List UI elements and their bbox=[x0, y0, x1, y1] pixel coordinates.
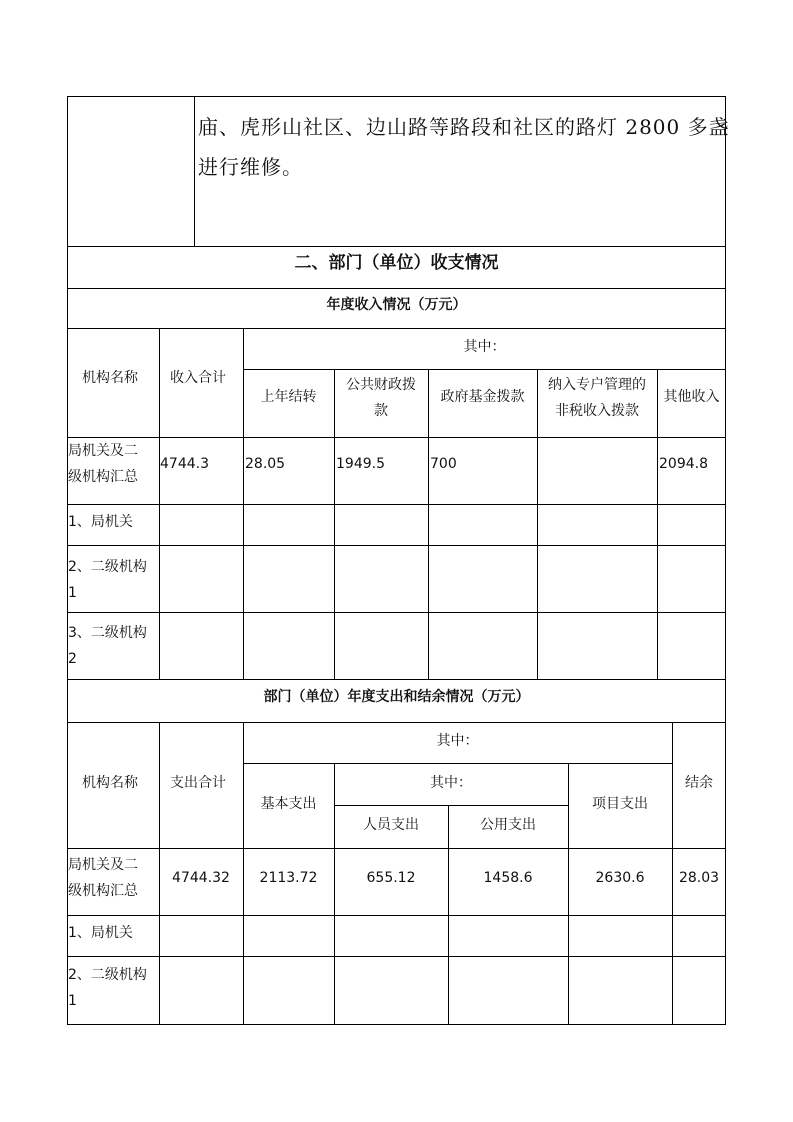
header-carryover: 上年结转 bbox=[260, 389, 317, 405]
income-table-title: 年度收入情况（万元） bbox=[326, 297, 467, 313]
description-line-1: 庙、虎形山社区、边山路等路段和社区的路灯 2800 多盏 bbox=[198, 115, 730, 139]
grid-line bbox=[334, 805, 568, 806]
expense-table-title: 部门（单位）年度支出和结余情况（万元） bbox=[263, 689, 530, 705]
row-name: 级机构汇总 bbox=[68, 469, 138, 485]
row-name: 1 bbox=[68, 585, 77, 601]
header-nontax: 纳入专户管理的 bbox=[548, 377, 646, 393]
header-balance: 结余 bbox=[685, 775, 713, 791]
cell-public-use: 1458.6 bbox=[483, 870, 533, 886]
header-among: 其中： bbox=[436, 733, 479, 749]
grid-line bbox=[194, 96, 195, 247]
row-name: 1、局机关 bbox=[68, 514, 133, 530]
grid-line bbox=[67, 288, 726, 289]
grid-line bbox=[67, 722, 726, 723]
grid-line bbox=[243, 763, 672, 764]
grid-line bbox=[67, 545, 726, 546]
header-public-finance: 公共财政拨 bbox=[346, 377, 416, 393]
cell-basic: 2113.72 bbox=[259, 870, 318, 886]
grid-line bbox=[67, 328, 726, 329]
cell-total: 4744.32 bbox=[172, 870, 230, 886]
grid-line bbox=[243, 369, 726, 370]
grid-line bbox=[243, 328, 244, 679]
grid-line bbox=[67, 504, 726, 505]
cell-carryover: 28.05 bbox=[245, 456, 286, 472]
grid-line bbox=[448, 805, 449, 1025]
grid-line bbox=[67, 246, 726, 247]
row-name: 2 bbox=[68, 651, 77, 667]
row-name: 3、二级机构 bbox=[68, 625, 147, 641]
cell-gov-fund: 700 bbox=[430, 456, 457, 472]
header-name: 机构名称 bbox=[82, 370, 138, 386]
cell-other: 2094.8 bbox=[659, 456, 708, 472]
cell-personnel: 655.12 bbox=[366, 870, 416, 886]
grid-line bbox=[428, 369, 429, 679]
header-basic: 基本支出 bbox=[260, 796, 317, 812]
header-personnel: 人员支出 bbox=[363, 817, 419, 833]
cell-public-finance: 1949.5 bbox=[336, 456, 385, 472]
cell-project: 2630.6 bbox=[595, 870, 645, 886]
header-other: 其他收入 bbox=[663, 389, 720, 405]
header-total: 支出合计 bbox=[170, 775, 226, 791]
grid-line bbox=[67, 915, 726, 916]
header-nontax: 非税收入拨款 bbox=[555, 403, 639, 419]
header-project: 项目支出 bbox=[592, 796, 648, 812]
header-name: 机构名称 bbox=[82, 775, 138, 791]
header-gov-fund: 政府基金拨款 bbox=[440, 389, 525, 405]
cell-total: 4744.3 bbox=[160, 456, 209, 472]
row-name: 1 bbox=[68, 993, 77, 1009]
grid-line bbox=[67, 612, 726, 613]
row-name: 1、局机关 bbox=[68, 925, 133, 941]
row-name: 2、二级机构 bbox=[68, 967, 147, 983]
section-title: 二、部门（单位）收支情况 bbox=[294, 253, 499, 273]
header-public-finance: 款 bbox=[374, 403, 388, 419]
header-among: 其中： bbox=[463, 339, 506, 355]
row-name: 局机关及二 bbox=[68, 443, 138, 459]
grid-line bbox=[67, 848, 726, 849]
grid-line bbox=[159, 328, 160, 679]
header-among-sub: 其中： bbox=[430, 775, 472, 791]
header-total: 收入合计 bbox=[170, 370, 226, 386]
grid-line bbox=[334, 763, 335, 1025]
grid-line bbox=[657, 369, 658, 679]
description-line-2: 进行维修。 bbox=[198, 155, 303, 179]
row-name: 级机构汇总 bbox=[68, 883, 138, 899]
cell-balance: 28.03 bbox=[678, 870, 720, 886]
grid-line bbox=[67, 437, 726, 438]
grid-line bbox=[67, 956, 726, 957]
grid-line bbox=[67, 679, 726, 680]
header-public-use: 公用支出 bbox=[480, 817, 536, 833]
row-name: 局机关及二 bbox=[68, 857, 138, 873]
row-name: 2、二级机构 bbox=[68, 559, 147, 575]
